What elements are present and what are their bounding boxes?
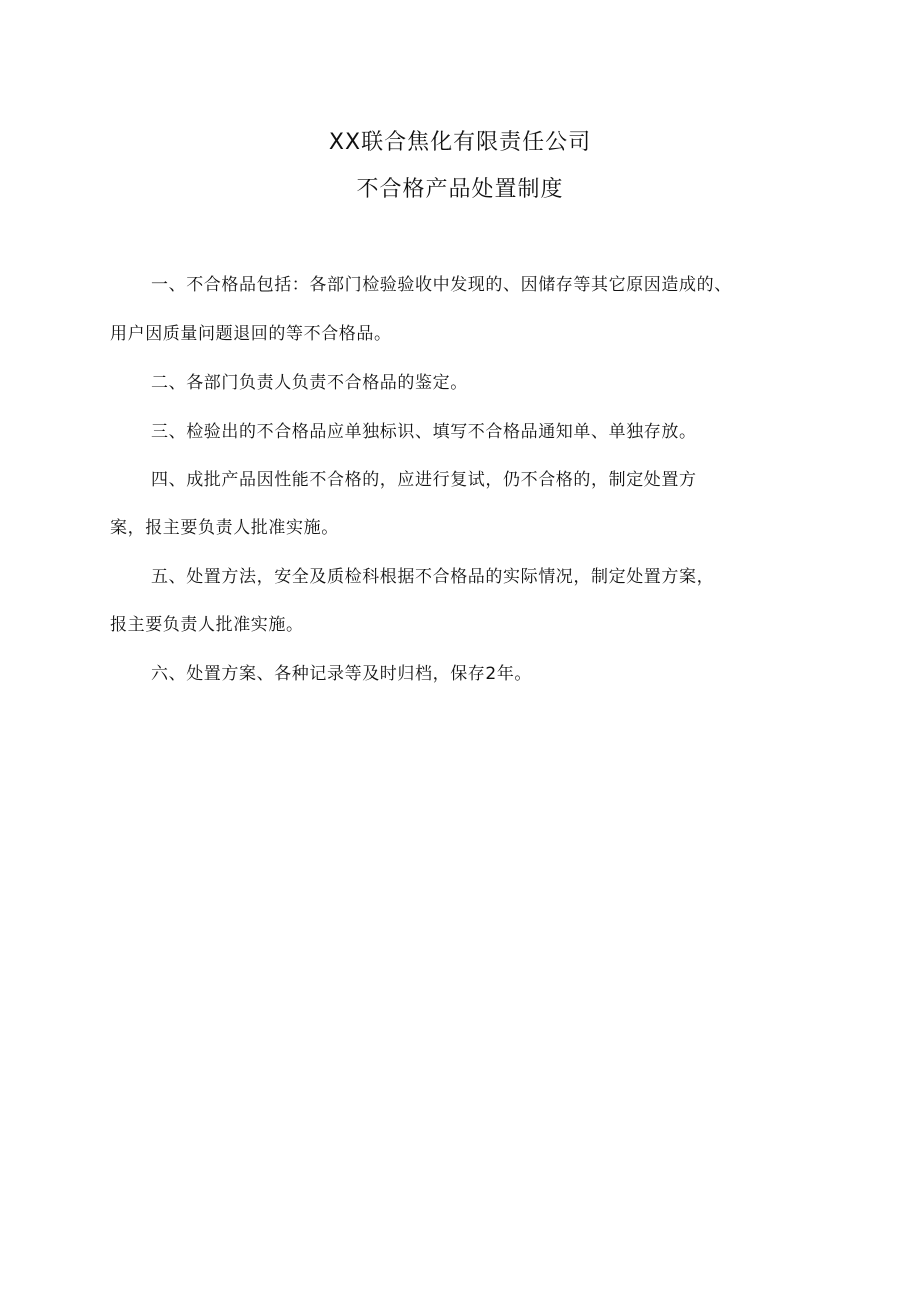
paragraph-3-line-1: 三、检验出的不合格品应单独标识、填写不合格品通知单、单独存放。 [151,422,697,442]
paragraph-1-line-2: 用户因质量问题退回的等不合格品。 [110,324,392,344]
paragraph-2-line-1: 二、各部门负责人负责不合格品的鉴定。 [151,373,468,393]
paragraph-4-line-1: 四、成批产品因性能不合格的，应进行复试，仍不合格的，制定处置方 [151,470,697,490]
company-title: XX联合焦化有限责任公司 [328,130,592,155]
paragraph-5-line-2: 报主要负责人批准实施。 [110,615,304,635]
paragraph-4-line-2: 案，报主要负责人批准实施。 [110,518,339,538]
paragraph-5-line-1: 五、处置方法，安全及质检科根据不合格品的实际情况，制定处置方案， [151,567,715,587]
document-title: 不合格产品处置制度 [356,177,564,202]
paragraph-6-line-1: 六、处置方案、各种记录等及时归档，保存2年。 [151,664,533,684]
paragraph-1-line-1: 一、不合格品包括：各部门检验验收中发现的、因储存等其它原因造成的、 [151,275,732,295]
